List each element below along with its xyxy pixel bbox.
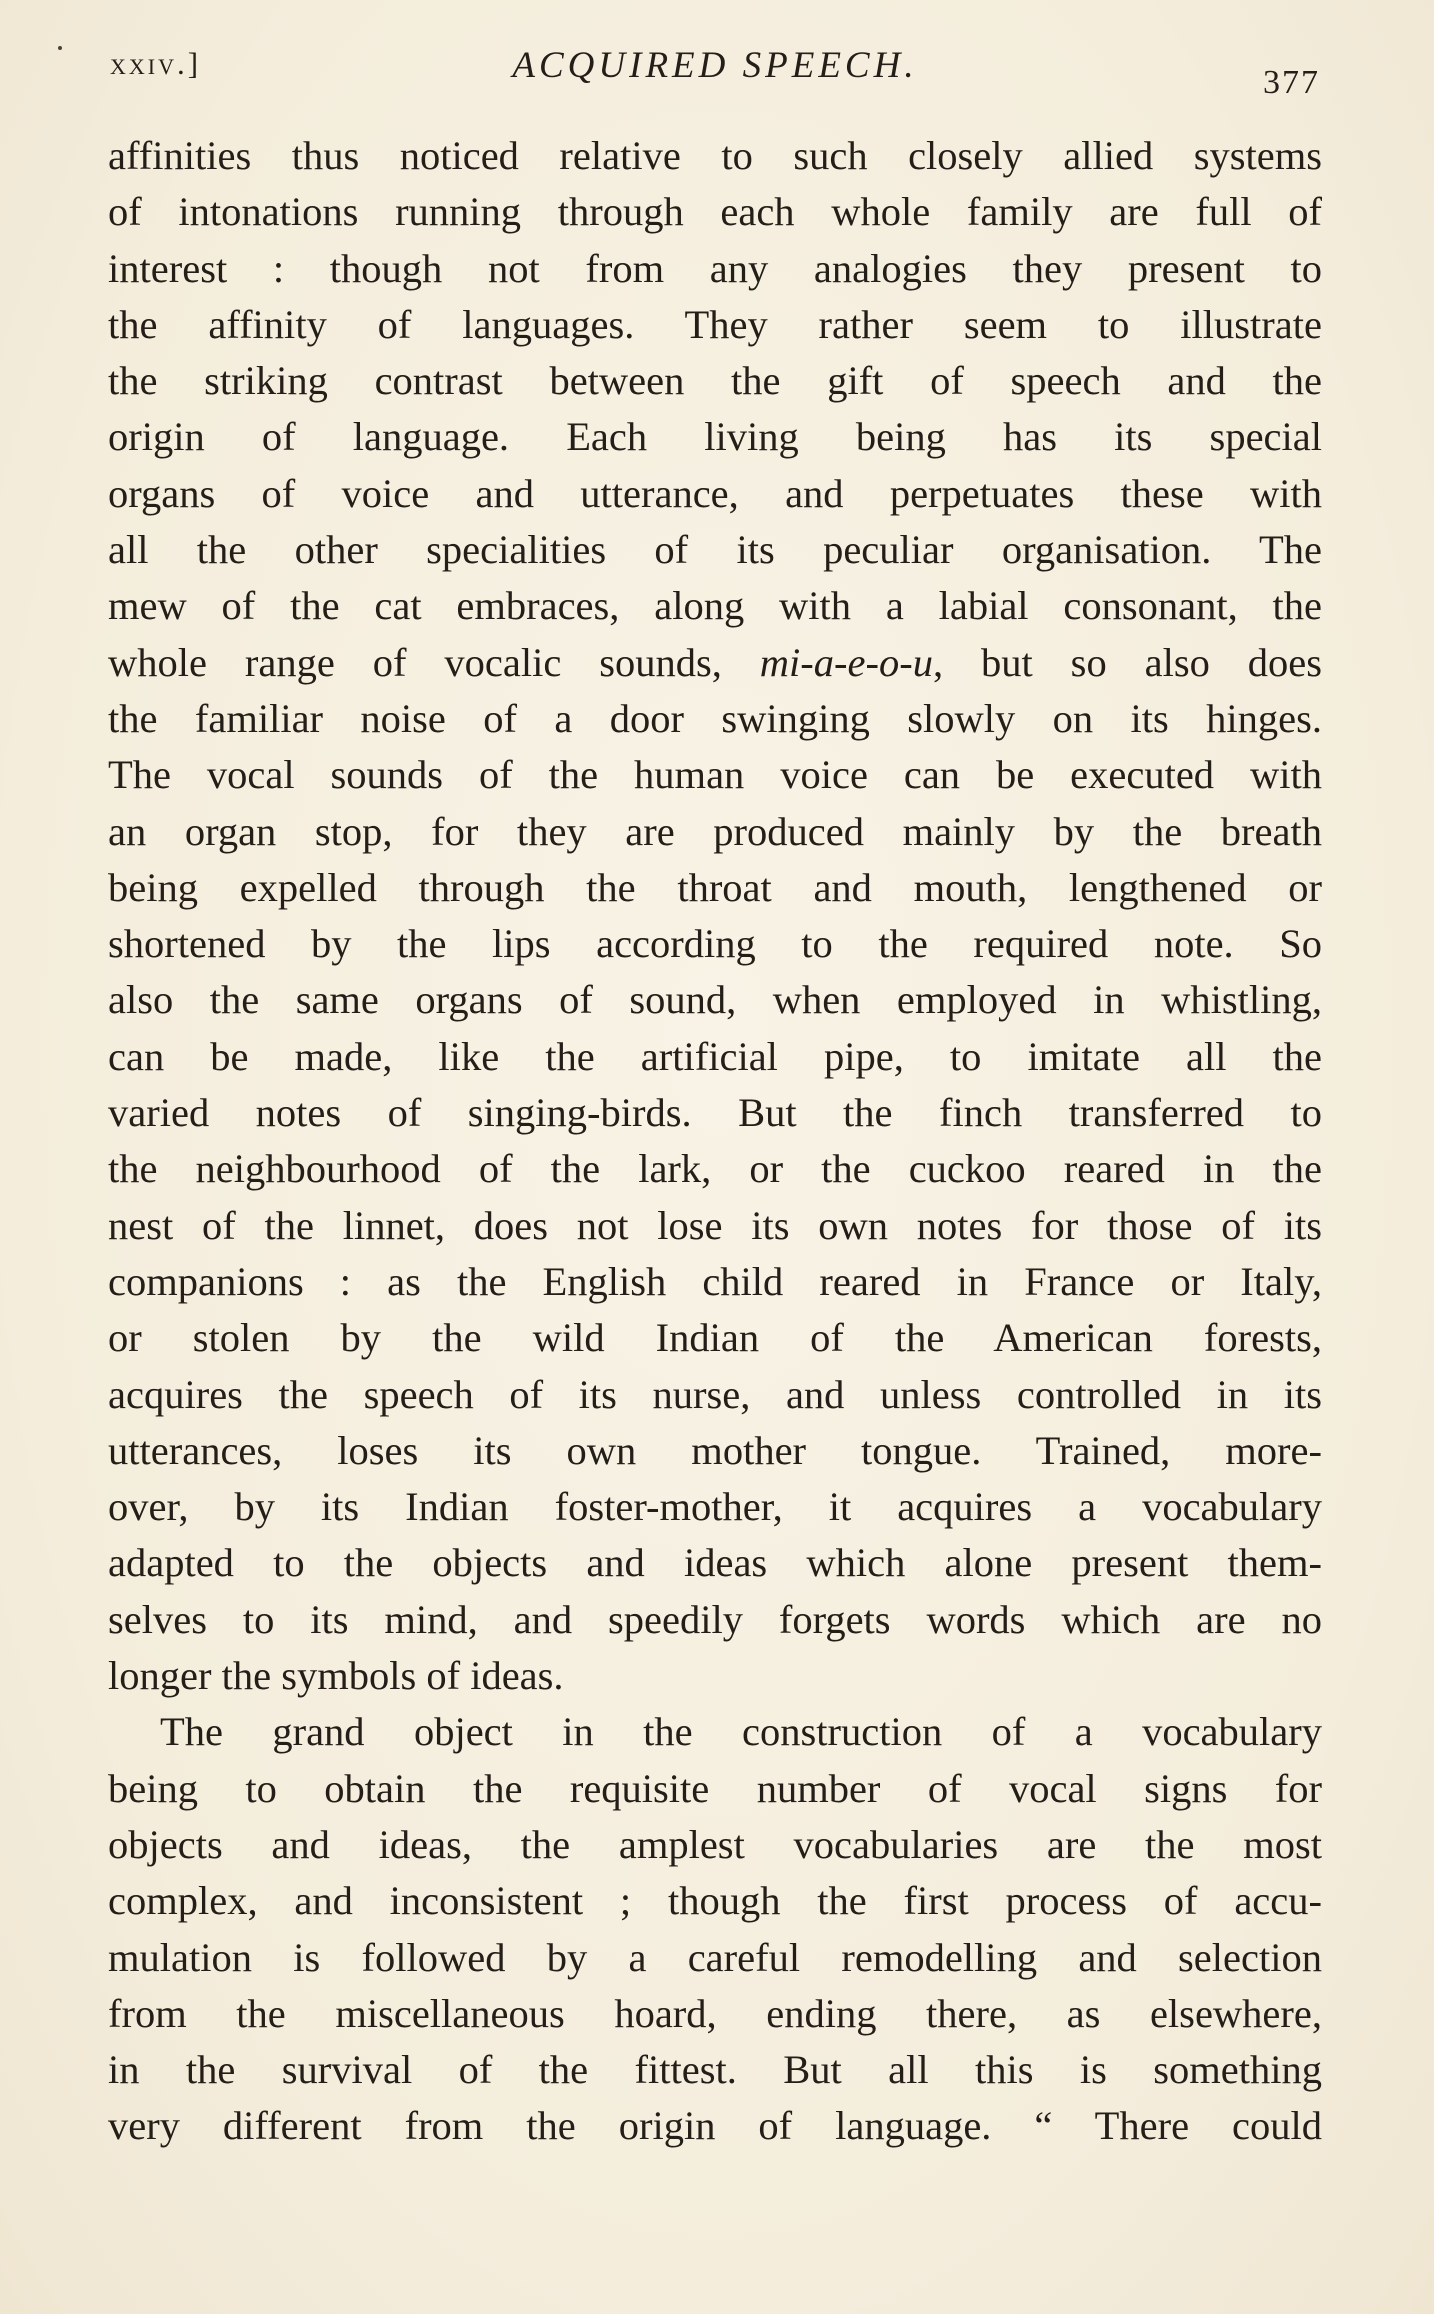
text-line: varied notes of singing-birds. But the finch transferred to [108,1090,1322,1136]
text-line: being to obtain the requisite number of vocal signs for [108,1765,1322,1811]
text-line: of intonations running through each whole family are full of [108,189,1322,235]
text-line: nest of the linnet, does not lose its own notes for those of its [108,1202,1322,1248]
text-line: the neighbourhood of the lark, or the cuckoo reared in the [108,1146,1322,1192]
text-line-indented: The grand object in the construction of a vocabulary [160,1709,1322,1755]
text-line: being expelled through the throat and mouth, lengthened or [108,864,1322,910]
text-line: acquires the speech of its nurse, and unless controlled in its [108,1371,1322,1417]
text-line: companions : as the English child reared in France or Italy, [108,1258,1322,1304]
paragraph-2 [108,1704,1322,2154]
text-line: or stolen by the wild Indian of the American forests, [108,1315,1322,1361]
text-line: affinities thus noticed relative to such closely allied systems [108,133,1322,178]
text-line-last: longer the symbols of ideas. [108,1653,564,1699]
text-line: utterances, loses its own mother tongue. Trained, more- [108,1427,1322,1473]
text-line: adapted to the objects and ideas which alone present them- [108,1540,1322,1586]
text-line: organs of voice and utterance, and perpetuates these with [108,470,1322,516]
text-line: The vocal sounds of the human voice can be executed with [108,752,1322,798]
text-line: also the same organs of sound, when employed in whistling, [108,977,1322,1023]
text-line: all the other specialities of its peculiar organisation. The [108,527,1322,573]
body-text [108,128,1322,2155]
text-line: from the miscellaneous hoard, ending there, as elsewhere, [108,1990,1322,2036]
text-line: selves to its mind, and speedily forgets words which are no [108,1596,1322,1642]
page-number: 377 [1263,64,1320,101]
text-line: mew of the cat embraces, along with a labial consonant, the [108,583,1322,629]
text-line: shortened by the lips according to the required note. So [108,921,1322,967]
text-line: can be made, like the artificial pipe, to imitate all the [108,1033,1322,1079]
text-line: an organ stop, for they are produced mainly by the breath [108,808,1322,854]
margin-mark [58,46,62,50]
text-line: very different from the origin of language. “ There could [108,2103,1322,2149]
text-line: the familiar noise of a door swinging slowly on its hinges. [108,695,1322,741]
running-header [110,44,1320,104]
italic-phrase: mi-a-e-o-u [759,639,933,685]
paragraph-1 [108,128,1322,1704]
text-line: complex, and inconsistent ; though the first process of accu- [108,1878,1322,1924]
text-line: in the survival of the fittest. But all this is something [108,2047,1322,2093]
text-line: origin of language. Each living being has its special [108,414,1322,460]
running-title: ACQUIRED SPEECH. [512,45,918,86]
text-line: mulation is followed by a careful remodelling and selection [108,1934,1322,1980]
text-line: objects and ideas, the amplest vocabularies are the most [108,1821,1322,1867]
text-line: the striking contrast between the gift of speech and the [108,358,1322,404]
text-line: interest : though not from any analogies they present to [108,245,1322,291]
text-line: the affinity of languages. They rather seem to illustrate [108,301,1322,347]
chapter-number: xxiv.] [110,46,202,81]
text-line: over, by its Indian foster-mother, it acquires a vocabulary [108,1484,1322,1530]
text-line-with-italic: whole range of vocalic sounds, mi-a-e-o-u, but so also does [108,639,1322,685]
